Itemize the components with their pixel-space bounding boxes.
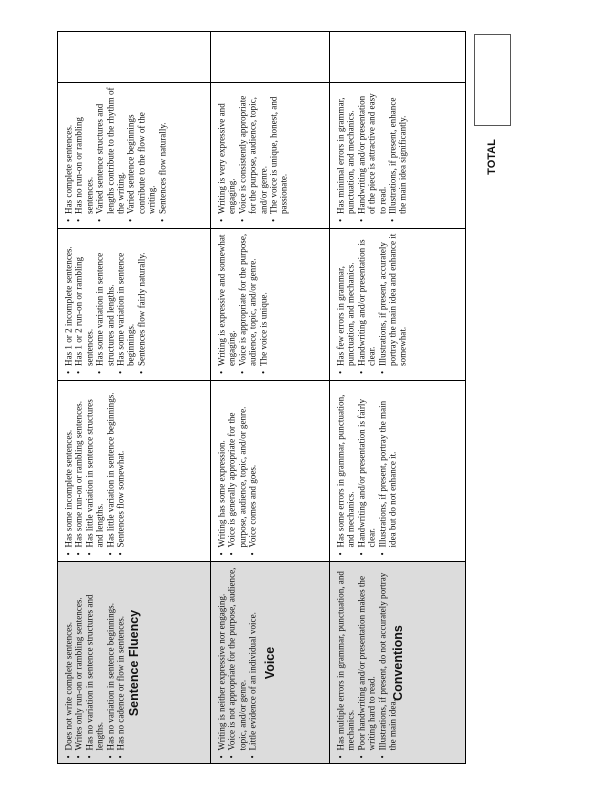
total-label: TOTAL [486, 139, 498, 175]
criteria-list [335, 87, 408, 223]
score-cell-conventions[interactable] [329, 31, 466, 82]
criteria-list [335, 233, 408, 375]
criteria-item: • Writing is very expressive and engaging. [216, 87, 237, 214]
row-divider [57, 561, 466, 562]
criteria-item: • Poor handwriting and/or presentation makes the writing hard to read. [356, 566, 377, 750]
criteria-item: • Varied sentence beginnings contribute to the flow of the writing. [125, 87, 156, 214]
row-divider [57, 380, 466, 381]
criterion-label: Voice [262, 646, 277, 679]
criteria-item: • Illustrations, if present, enhance the main idea significantly. [387, 87, 408, 214]
criteria-item: • Sentences flow somewhat. [115, 385, 125, 547]
criteria-item: • Has 1 or 2 incomplete sentences. [63, 233, 73, 366]
column-divider [210, 31, 211, 764]
score-cell-voice[interactable] [210, 31, 329, 82]
criteria-item: • Writes only run-on or rambling sentences. [73, 566, 83, 750]
criteria-item: • Has little variation in sentence structures and lengths. [84, 385, 105, 547]
criteria-item: • Sentences flow fairly naturally. [136, 233, 146, 366]
criteria-item: • Writing is expressive and somewhat engaging. [216, 233, 237, 366]
criteria-item: • Little evidence of an individual voice. [247, 566, 257, 750]
level-cell-sentence-fluency-4 [57, 82, 210, 228]
criteria-item: • Has multiple errors in grammar, punctuation, and mechanics. [335, 566, 356, 750]
criteria-item: • Sentences flow naturally. [157, 87, 167, 214]
level-cell-sentence-fluency-1 [57, 561, 210, 764]
criteria-item: • Writing has some expression. [216, 385, 226, 547]
level-cell-conventions-4 [329, 82, 466, 228]
criteria-item: • Has no run-on or rambling sentences. [73, 87, 94, 214]
level-cell-voice-4 [210, 82, 329, 228]
criteria-item: • Has minimal errors in grammar, punctuation, and mechanics. [335, 87, 356, 214]
criteria-item: • Has complete sentences. [63, 87, 73, 214]
criteria-item: • Has little variation in sentence beginnings. [105, 385, 115, 547]
criteria-item: • Has some incomplete sentences. [63, 385, 73, 547]
criteria-item: • Handwriting and/or presentation is fairly clear. [356, 385, 377, 547]
criteria-list [216, 385, 258, 556]
criteria-item: • Has no variation in sentence beginnings. [105, 566, 115, 750]
criterion-label: Conventions [390, 624, 405, 701]
criteria-item: • Illustrations, if present, do not accurately portray the main idea. [377, 566, 398, 750]
criteria-list [63, 233, 146, 375]
criteria-list [63, 87, 167, 223]
criteria-item: • Has some variation in sentence structures and lengths. [94, 233, 115, 366]
level-cell-sentence-fluency-3 [57, 228, 210, 380]
level-cell-conventions-2 [329, 380, 466, 561]
criteria-item: • Has 1 or 2 run-on or rambling sentences. [73, 233, 94, 366]
criteria-item: • Varied sentence structures and lengths contribute to the rhythm of the writing. [94, 87, 125, 214]
criteria-item: • Voice is not appropriate for the purpose, audience, topic, and/or genre. [226, 566, 247, 750]
criteria-item: • Voice is consistently appropriate for the purpose, audience, topic, and/or genre. [237, 87, 268, 214]
criteria-list [335, 566, 397, 759]
criteria-item: • Has some errors in grammar, punctuation, and mechanics. [335, 385, 356, 547]
criteria-list [63, 385, 125, 556]
criteria-item: • Has some run-on or rambling sentences. [73, 385, 83, 547]
level-cell-voice-2 [210, 380, 329, 561]
level-cell-conventions-1 [329, 561, 466, 764]
criteria-item: • Illustrations, if present, accurately portray the main idea and enhance it somewhat. [377, 233, 408, 366]
criteria-list [63, 566, 125, 759]
criteria-list [335, 385, 397, 556]
criteria-item: • Has no cadence or flow in sentences. [115, 566, 125, 750]
criteria-item: • Has no variation in sentence structures and lengths. [84, 566, 105, 750]
criteria-item: • Voice is generally appropriate for the purpose, audience, topic, and/or genre. [226, 385, 247, 547]
criteria-item: • The voice is unique. [258, 233, 268, 366]
criteria-item: • Handwriting and/or presentation is clear. [356, 233, 377, 366]
criteria-item: • Voice is appropriate for the purpose, audience, topic, and/or genre. [237, 233, 258, 366]
criteria-item: • Has some variation in sentence beginnings. [115, 233, 136, 366]
criteria-item: • Handwriting and/or presentation of the piece is attractive and easy to read. [356, 87, 387, 214]
criteria-item: • Writing is neither expressive nor engaging. [216, 566, 226, 750]
column-divider [329, 31, 330, 764]
total-label-cell [478, 132, 506, 182]
total-score-box[interactable] [474, 34, 511, 126]
row-divider [57, 82, 466, 83]
rubric-table [57, 31, 466, 764]
criteria-item: • Does not write complete sentences. [63, 566, 73, 750]
criteria-item: • Voice comes and goes. [247, 385, 257, 547]
criteria-list [216, 233, 268, 375]
criteria-list [216, 566, 258, 759]
criterion-label: Sentence Fluency [126, 609, 141, 716]
level-cell-voice-1 [210, 561, 329, 764]
criteria-item: • The voice is unique, honest, and passionate. [268, 87, 289, 214]
criteria-item: • Illustrations, if present, portray the main idea but do not enhance it. [377, 385, 398, 547]
level-cell-conventions-3 [329, 228, 466, 380]
criteria-item: • Has few errors in grammar, punctuation, and mechanics. [335, 233, 356, 366]
level-cell-sentence-fluency-2 [57, 380, 210, 561]
criteria-list [216, 87, 289, 223]
level-cell-voice-3 [210, 228, 329, 380]
score-cell-sentence-fluency[interactable] [57, 31, 210, 82]
row-divider [57, 228, 466, 229]
